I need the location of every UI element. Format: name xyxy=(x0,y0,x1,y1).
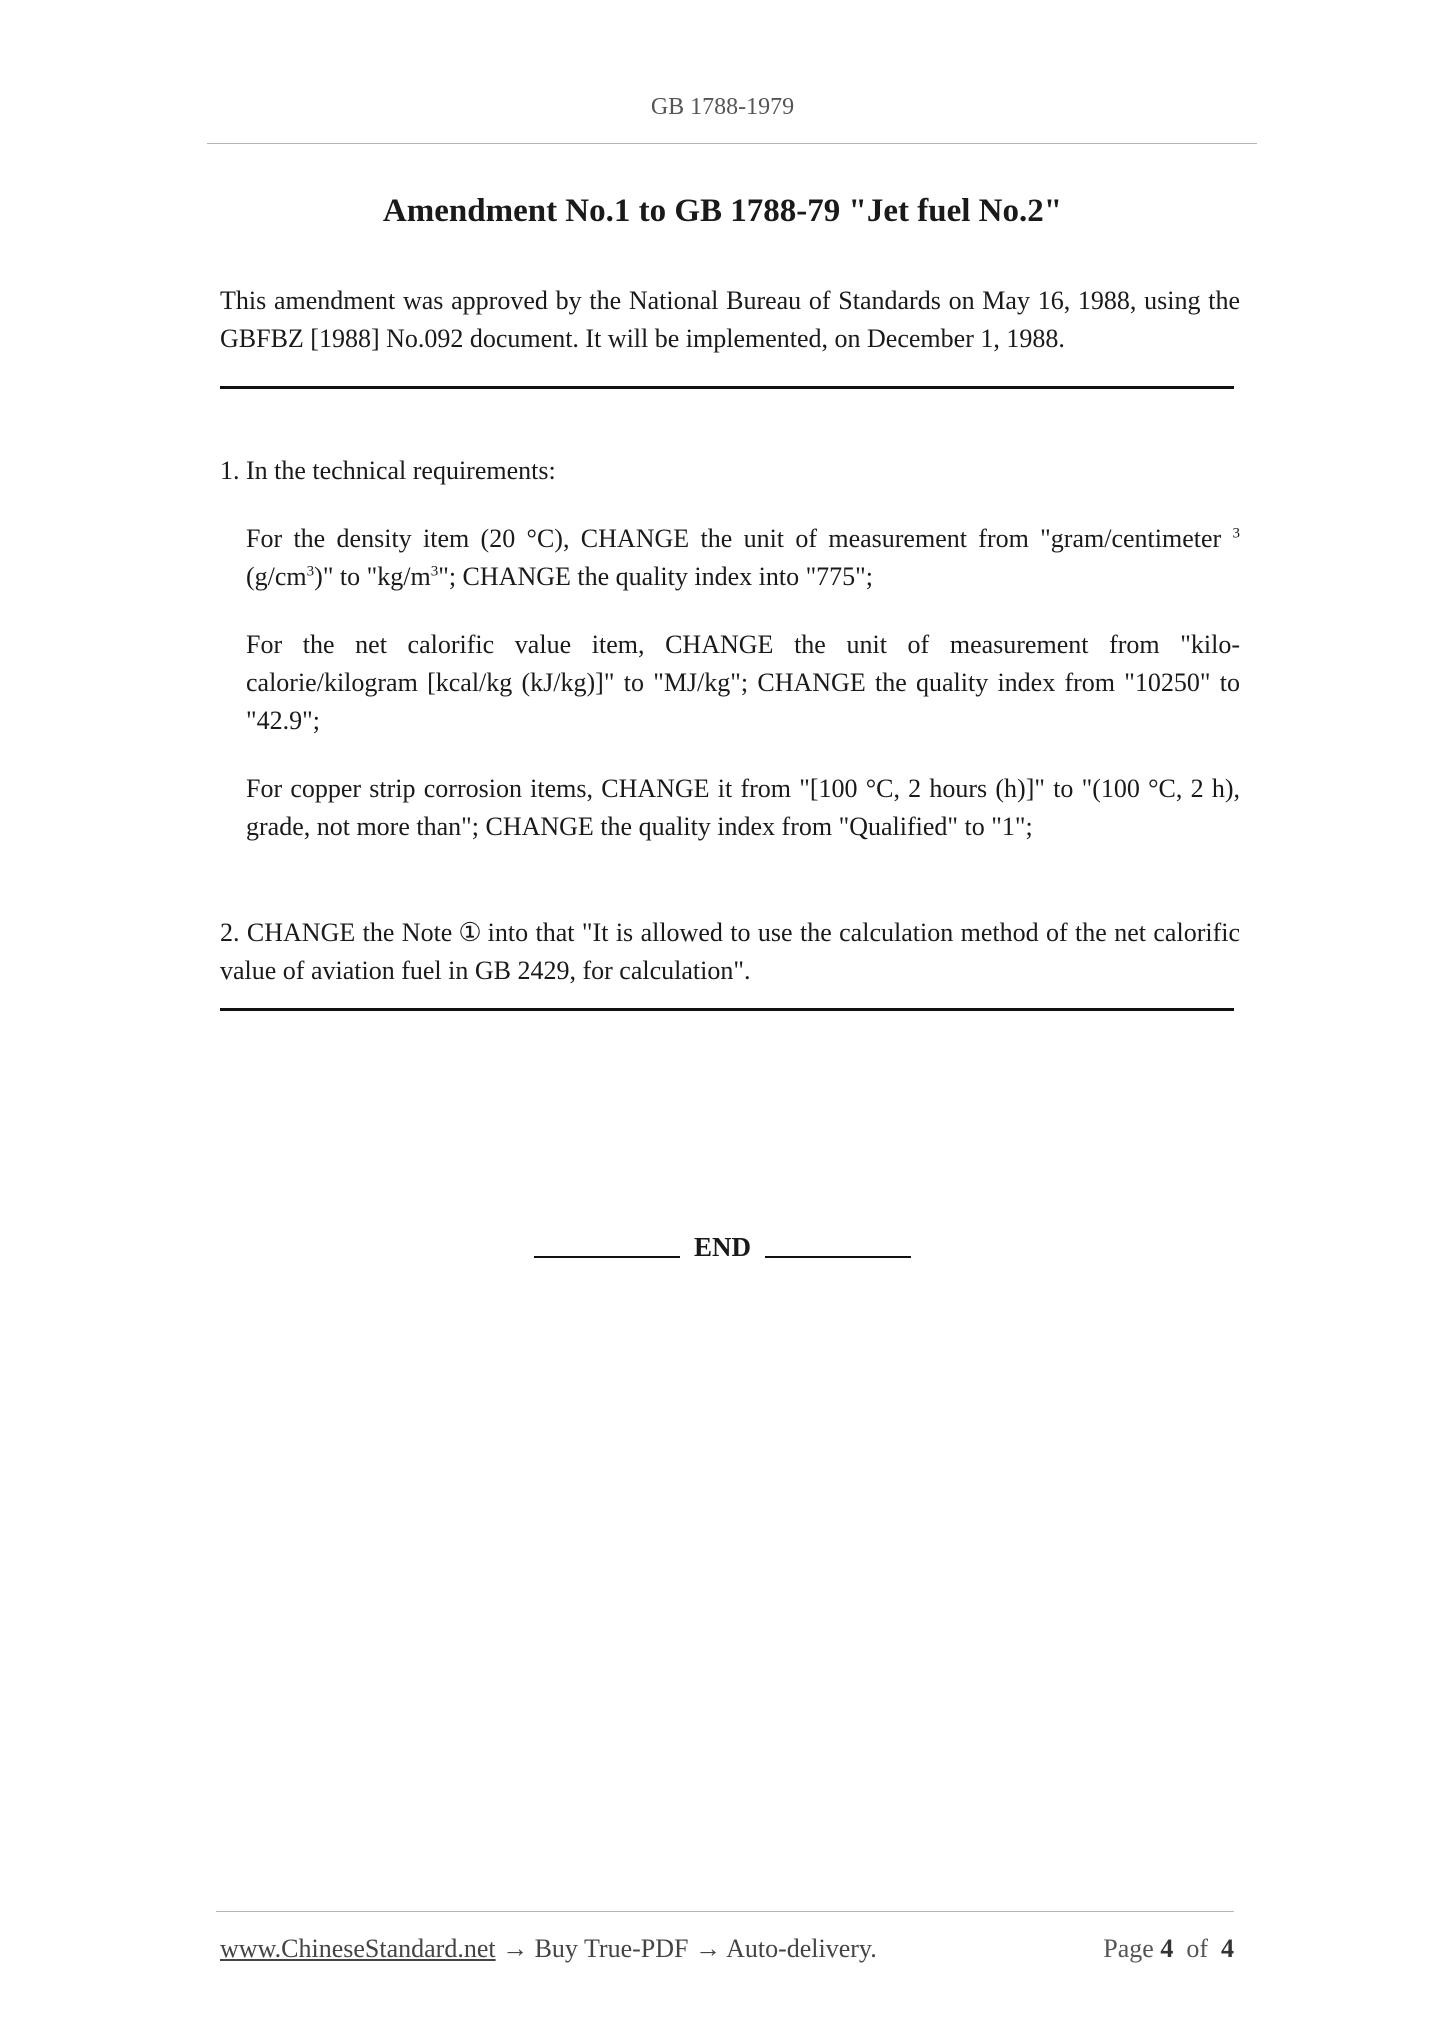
section-2-text-a: 2. CHANGE the Note xyxy=(220,918,453,947)
page-total: 4 xyxy=(1221,1934,1234,1963)
end-left-blank xyxy=(534,1256,680,1258)
circled-one-icon: ① xyxy=(458,918,482,947)
section-2-note-change xyxy=(220,914,1240,990)
running-header: GB 1788-1979 xyxy=(650,94,795,120)
arrow-right-icon: → xyxy=(695,1934,721,1963)
header-divider xyxy=(207,143,1257,144)
top-thick-divider xyxy=(220,386,1234,389)
end-word: END xyxy=(693,1232,751,1262)
bottom-thick-divider xyxy=(220,1008,1234,1011)
section-1-heading: 1. In the technical requirements: xyxy=(220,456,556,485)
amendment-intro: This amendment was approved by the National Bureau of Standards on May 16, 1988, using the GBFBZ [1988] No.092 document. It will be implemented, on December 1, 1988. xyxy=(220,286,1240,353)
arrow-right-icon: → xyxy=(502,1934,529,1963)
footer-promo xyxy=(220,1934,877,1964)
delivery-text: Auto-delivery. xyxy=(726,1934,877,1963)
page-label: Page xyxy=(1103,1934,1154,1963)
page-current: 4 xyxy=(1160,1934,1174,1963)
buy-text: Buy True-PDF xyxy=(534,1934,689,1963)
end-marker xyxy=(0,1232,1445,1263)
footer-divider xyxy=(216,1911,1234,1912)
density-text-d: "; CHANGE the quality index into "775"; xyxy=(438,562,874,591)
copper-corrosion-item: For copper strip corrosion items, CHANGE it from "[100 °C, 2 hours (h)]" to "(100 °C, 2 h), grade, not more than"; CHANGE the quality index from "Qualified" to "1"; xyxy=(246,774,1240,841)
density-text-a: For the density item (20 °C), CHANGE the unit of measurement from "gram/centimeter xyxy=(246,524,1233,553)
document-title: Amendment No.1 to GB 1788-79 "Jet fuel No.2" xyxy=(382,193,1063,229)
site-link[interactable]: www.ChineseStandard.net xyxy=(220,1934,496,1963)
density-item xyxy=(246,520,1240,596)
density-text-b: (g/cm xyxy=(246,562,307,591)
density-sup-a: 3 xyxy=(1232,525,1240,542)
density-text-c: )" to "kg/m xyxy=(314,562,431,591)
end-right-blank xyxy=(765,1256,911,1258)
section-2-text-b: into that "It is allowed to use the calculation method of the net calorific value of aviation fuel in GB 2429, for calculation". xyxy=(220,918,1240,985)
density-sup-c: 3 xyxy=(430,563,439,580)
page-number xyxy=(1103,1934,1234,1964)
density-sup-b: 3 xyxy=(306,563,315,580)
of-label: of xyxy=(1186,1934,1208,1963)
calorific-item: For the net calorific value item, CHANGE the unit of measurement from "kilo-calorie/kilogram [kcal/kg (kJ/kg)]" to "MJ/kg"; CHANGE the quality index from "10250" to "42.9"; xyxy=(246,630,1240,735)
